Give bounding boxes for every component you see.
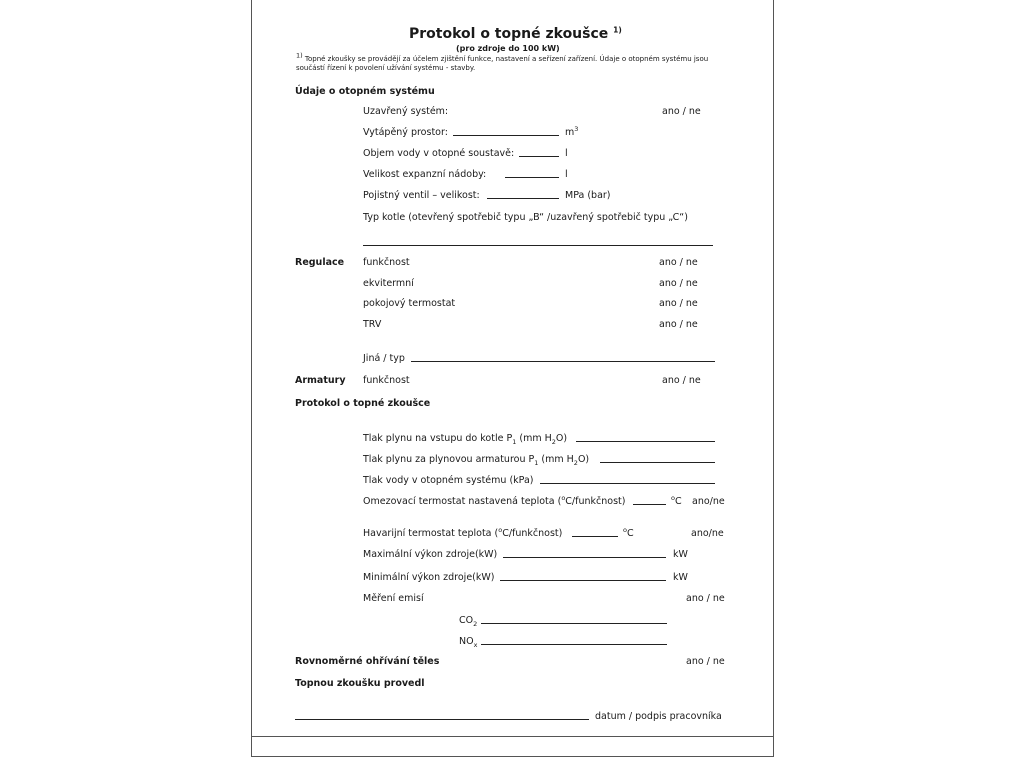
section-heading-fittings: Armatury [295, 375, 346, 386]
boiler-type-label: Typ kotle (otevřený spotřebič typu „B“ /uzavřený spotřebič typu „C“) [363, 212, 688, 223]
min-output-label: Minimální výkon zdroje(kW) [363, 572, 495, 583]
section-heading-uniform-heating: Rovnoměrné ohřívání těles [295, 656, 440, 667]
gas-inlet-pressure-field[interactable] [576, 441, 715, 442]
signature-field[interactable] [295, 719, 589, 720]
regulation-item-label: ekvitermní [363, 278, 414, 289]
emergency-thermostat-unit: $^o$C [623, 525, 634, 539]
expansion-vessel-label: Velikost expanzní nádoby: [363, 169, 487, 180]
section-heading-regulation: Regulace [295, 257, 345, 268]
footer-divider [251, 736, 773, 737]
emergency-thermostat-field[interactable] [572, 536, 618, 537]
heated-space-unit: $m^3$ [565, 124, 579, 138]
fittings-options[interactable]: ano / ne [662, 375, 701, 386]
closed-system-options[interactable]: ano / ne [662, 106, 701, 117]
regulation-item-options[interactable]: ano / ne [659, 298, 698, 309]
regulation-item-label: funkčnost [363, 257, 410, 268]
regulation-item-label: TRV [363, 319, 382, 330]
min-output-unit: kW [673, 572, 688, 583]
max-output-unit: kW [673, 549, 688, 560]
closed-system-label: Uzavřený systém: [363, 106, 449, 117]
emergency-thermostat-label: Havarijní termostat teplota ($^o$C/funkčnost) [363, 525, 563, 539]
heated-space-label: Vytápěný prostor: [363, 127, 448, 138]
water-volume-field[interactable] [519, 156, 559, 157]
regulation-other-label: Jiná / typ [363, 353, 405, 364]
form-title: Protokol o topné zkoušce $^{1)}$ [409, 25, 622, 42]
section-heading-performed-by: Topnou zkoušku provedl [295, 678, 425, 689]
nox-label: $NO_x$ [459, 636, 478, 649]
gas-after-valve-pressure-field[interactable] [600, 462, 715, 463]
water-volume-unit: l [565, 148, 568, 159]
expansion-vessel-unit: l [565, 169, 568, 180]
gas-after-valve-pressure-label: Tlak plynu za plynovou armaturou $P_1$ (mm $H_2O$) [363, 454, 590, 467]
co2-field[interactable] [481, 623, 667, 624]
max-output-label: Maximální výkon zdroje(kW) [363, 549, 498, 560]
co2-label: $CO_2$ [459, 615, 478, 628]
safety-valve-unit: MPa (bar) [565, 190, 611, 201]
form-subtitle: (pro zdroje do 100 kW) [456, 44, 560, 53]
nox-field[interactable] [481, 644, 667, 645]
water-volume-label: Objem vody v otopné soustavě: [363, 148, 515, 159]
regulation-item-options[interactable]: ano / ne [659, 257, 698, 268]
fittings-label: funkčnost [363, 375, 410, 386]
water-pressure-field[interactable] [540, 483, 715, 484]
limit-thermostat-options[interactable]: ano/ne [692, 496, 725, 507]
footnote: 1) Topné zkoušky se provádějí za účelem zjištění funkce, nastavení a seřízení zařízení. Údaje o otopném systému jsou součástí řízení k povolení užívání systému - stavby. [296, 51, 709, 72]
section-heading-test: Protokol o topné zkoušce [295, 398, 431, 409]
signature-label: datum / podpis pracovníka [595, 711, 722, 722]
expansion-vessel-field[interactable] [505, 177, 559, 178]
section-heading-system: Údaje o otopném systému [295, 86, 435, 97]
water-pressure-label: Tlak vody v otopném systému (kPa) [363, 475, 534, 486]
safety-valve-label: Pojistný ventil – velikost: [363, 190, 480, 201]
uniform-heating-options[interactable]: ano / ne [686, 656, 725, 667]
gas-inlet-pressure-label: Tlak plynu na vstupu do kotle $P_1$ (mm $H_2O$) [363, 433, 568, 446]
boiler-type-field[interactable] [363, 245, 713, 246]
heated-space-field[interactable] [453, 135, 559, 136]
limit-thermostat-field[interactable] [633, 504, 666, 505]
emissions-options[interactable]: ano / ne [686, 593, 725, 604]
emergency-thermostat-options[interactable]: ano/ne [691, 528, 724, 539]
regulation-other-field[interactable] [411, 361, 715, 362]
regulation-item-options[interactable]: ano / ne [659, 319, 698, 330]
emissions-label: Měření emisí [363, 593, 424, 604]
safety-valve-field[interactable] [487, 198, 559, 199]
min-output-field[interactable] [500, 580, 666, 581]
regulation-item-label: pokojový termostat [363, 298, 456, 309]
regulation-item-options[interactable]: ano / ne [659, 278, 698, 289]
limit-thermostat-unit: $^o$C [671, 493, 682, 507]
limit-thermostat-label: Omezovací termostat nastavená teplota ($^o$C/funkčnost) [363, 493, 626, 507]
max-output-field[interactable] [503, 557, 666, 558]
